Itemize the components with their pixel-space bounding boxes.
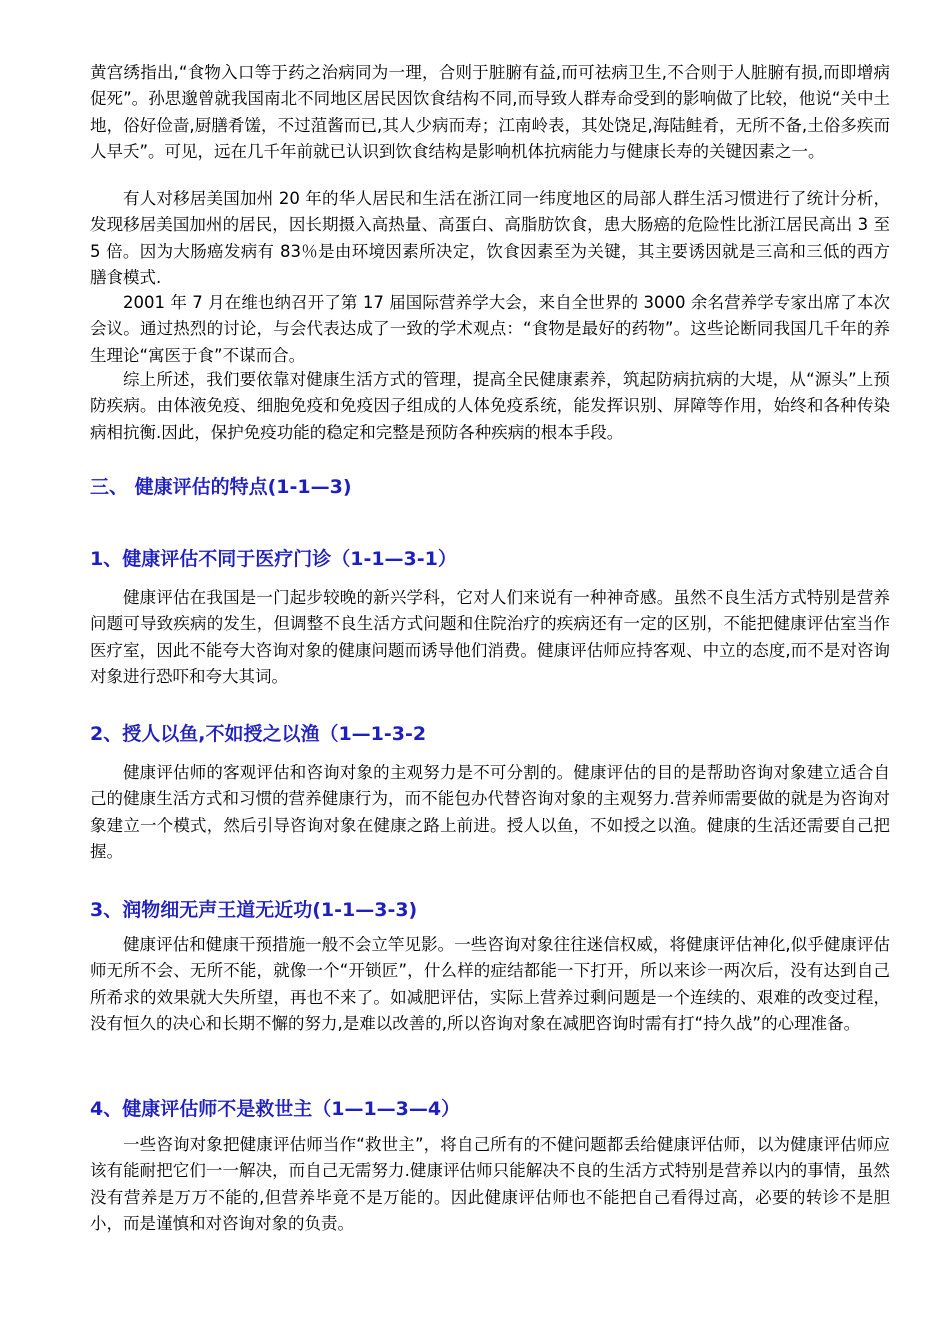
paragraph-nutrition-congress: 2001 年 7 月在维也纳召开了第 17 届国际营养学大会，来自全世界的 3000 余名营养学专家出席了本次会议。通过热烈的讨论，与会代表达成了一致的学术观点：“食物是最好的药物”。这些论断同我国几千年的养生理论“寓医于食”不谋而合。 <box>90 293 890 365</box>
subsection-body-1: 健康评估在我国是一门起步较晚的新兴学科，它对人们来说有一种神奇感。虽然不良生活方式特别是营养问题可导致疾病的发生，但调整不良生活方式问题和住院治疗的疾病还有一定的区别，不能把健康评估室当作医疗室，因此不能夸大咨询对象的健康问题而诱导他们消费。健康评估师应持客观、中立的态度,而不是对咨询对象进行恐吓和夸大其词。 <box>90 588 890 687</box>
subsection-body-4: 一些咨询对象把健康评估师当作“救世主”，将自己所有的不健问题都丢给健康评估师，以为健康评估师应该有能耐把它们一一解决，而自己无需努力.健康评估师只能解决不良的生活方式特别是营养以内的事情，虽然没有营养是万万不能的,但营养毕竟不是万能的。因此健康评估师也不能把自己看得过高，必要的转诊不是胆小，而是谨慎和对咨询对象的负责。 <box>90 1135 890 1234</box>
paragraph-summary: 综上所述，我们要依靠对健康生活方式的管理，提高全民健康素养，筑起防病抗病的大堤，从“源头”上预防疾病。由体液免疫、细胞免疫和免疫因子组成的人体免疫系统，能发挥识别、屏障等作用，始终和各种传染病相抗衡.因此，保护免疫功能的稳定和完整是预防各种疾病的根本手段。 <box>90 370 890 442</box>
paragraph-california-study: 有人对移居美国加州 20 年的华人居民和生活在浙江同一纬度地区的局部人群生活习惯进行了统计分析，发现移居美国加州的居民，因长期摄入高热量、高蛋白、高脂肪饮食，患大肠癌的危险性比浙江居民高出 3 至 5 倍。因为大肠癌发病有 83％是由环境因素所决定，饮食因素至为关键，其主要诱因就是三高和三低的西方膳食模式. <box>90 189 890 288</box>
section-heading: 三、 健康评估的特点(1-1—3) <box>90 476 352 498</box>
subsection-heading-2: 2、授人以鱼,不如授之以渔（1—1-3-2 <box>90 723 427 745</box>
subsection-heading-3: 3、润物细无声王道无近功(1-1—3-3) <box>90 899 418 921</box>
subsection-heading-1: 1、健康评估不同于医疗门诊（1-1—3-1） <box>90 548 457 570</box>
subsection-heading-4: 4、健康评估师不是救世主（1—1—3—4） <box>90 1098 461 1120</box>
subsection-body-3: 健康评估和健康干预措施一般不会立竿见影。一些咨询对象往往迷信权威，将健康评估神化,似乎健康评估师无所不会、无所不能，就像一个“开锁匠”，什么样的症结都能一下打开，所以来诊一两次后，没有达到自己所希求的效果就大失所望，再也不来了。如减肥评估，实际上营养过剩问题是一个连续的、艰难的改变过程，没有恒久的决心和长期不懈的努力,是难以改善的,所以咨询对象在减肥咨询时需有打“持久战”的心理准备。 <box>90 935 890 1034</box>
subsection-body-2: 健康评估师的客观评估和咨询对象的主观努力是不可分割的。健康评估的目的是帮助咨询对象建立适合自己的健康生活方式和习惯的营养健康行为，而不能包办代替咨询对象的主观努力.营养师需要做的就是为咨询对象建立一个模式，然后引导咨询对象在健康之路上前进。授人以鱼，不如授之以渔。健康的生活还需要自己把握。 <box>90 763 890 862</box>
paragraph-diet-history: 黄宫绣指出,“食物入口等于药之治病同为一理，合则于脏腑有益,而可祛病卫生,不合则于人脏腑有损,而即增病促死”。孙思邈曾就我国南北不同地区居民因饮食结构不同,而导致人群寿命受到的影响做了比较，他说“关中土地，俗好俭啬,厨膳肴馐，不过菹酱而已,其人少病而寿；江南岭表，其处饶足,海陆鲑肴，无所不备,土俗多疾而人早夭”。可见，远在几千年前就已认识到饮食结构是影响机体抗病能力与健康长寿的关键因素之一。 <box>90 63 890 162</box>
